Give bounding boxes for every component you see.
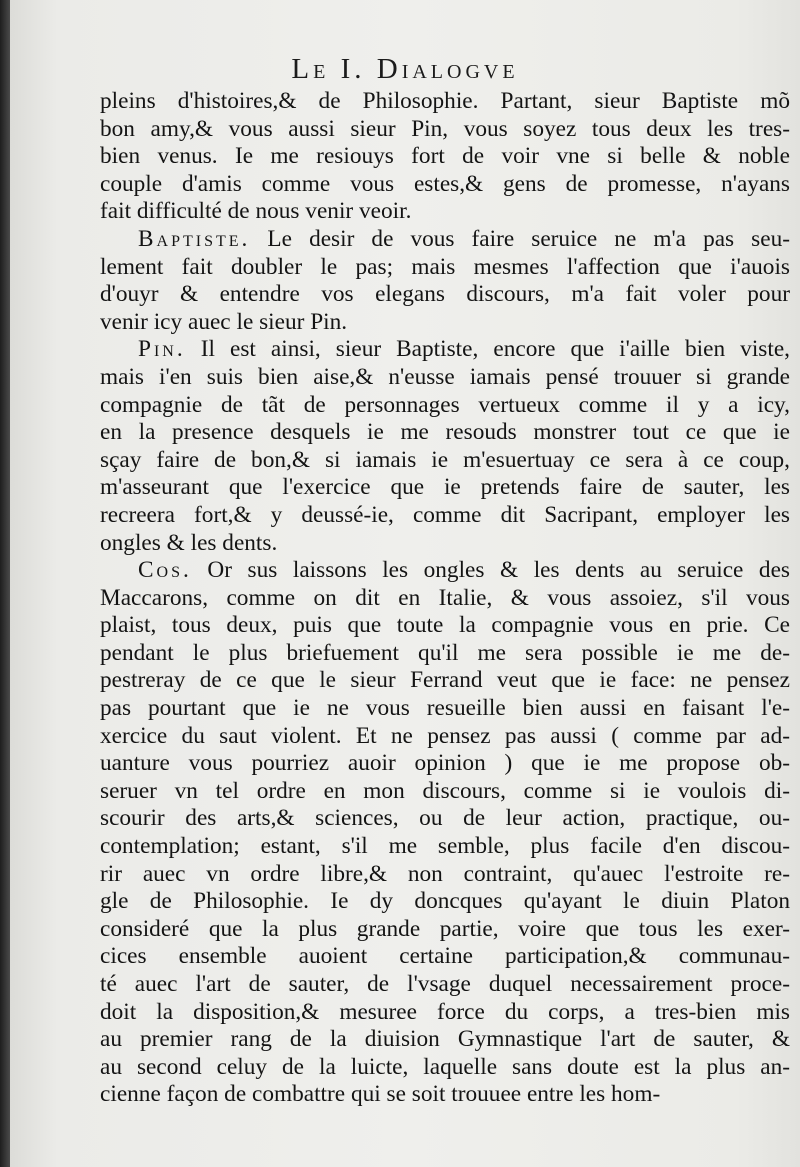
line-text: Il est ainsi, sieur Baptiste, encore que i'aille bien viste, bbox=[185, 336, 790, 363]
paragraph bbox=[100, 88, 790, 226]
line-text: fait difficulté de nous venir veoir. bbox=[100, 198, 412, 225]
text-line bbox=[100, 254, 790, 282]
text-line bbox=[100, 198, 790, 226]
text-line bbox=[100, 530, 790, 558]
line-text: recreera fort,& y deussé-ie, comme dit Sacripant, employer les bbox=[100, 501, 790, 528]
line-text: pendant le plus briefuement qu'il me sera possible ie me de- bbox=[100, 639, 790, 666]
text-line bbox=[100, 281, 790, 309]
speaker-name: Cos. bbox=[138, 557, 192, 584]
text-line bbox=[100, 88, 790, 116]
text-line bbox=[100, 723, 790, 751]
line-text: cices ensemble auoient certaine participation,& communau- bbox=[100, 943, 790, 970]
line-text: mais i'en suis bien aise,& n'eusse iamais pensé trouuer si grande bbox=[100, 363, 790, 390]
line-text: couple d'amis comme vous estes,& gens de promesse, n'ayans bbox=[100, 170, 790, 197]
line-text: Or sus laissons les ongles & les dents au seruice des bbox=[191, 557, 790, 584]
line-text: pas pourtant que ie ne vous resueille bien aussi en faisant l'e- bbox=[100, 695, 790, 722]
text-line bbox=[100, 502, 790, 530]
text-line bbox=[100, 474, 790, 502]
text-line bbox=[100, 999, 790, 1027]
text-line bbox=[100, 1054, 790, 1082]
line-text: Le desir de vous faire seruice ne m'a pas seu- bbox=[250, 225, 790, 252]
line-text: doit la disposition,& mesuree force du corps, a tres-bien mis bbox=[100, 998, 790, 1025]
text-line bbox=[100, 805, 790, 833]
text-line bbox=[100, 778, 790, 806]
line-text: té auec l'art de sauter, de l'vsage duquel necessairement proce- bbox=[100, 971, 790, 997]
line-text: ongles & les dents. bbox=[100, 529, 278, 556]
line-text: lement fait doubler le pas; mais mesmes l'affection que i'auois bbox=[100, 253, 790, 280]
line-text: cienne façon de combattre qui se soit trouuee entre les hom- bbox=[100, 1081, 661, 1108]
line-text: bien venus. Ie me resiouys fort de voir vne si belle & noble bbox=[100, 143, 790, 170]
line-text: au premier rang de la diuision Gymnastique l'art de sauter, & bbox=[100, 1026, 790, 1053]
paragraph bbox=[100, 557, 790, 1109]
line-text: scourir des arts,& sciences, ou de leur action, practique, ou- bbox=[100, 805, 790, 832]
text-block bbox=[100, 88, 790, 1109]
text-line bbox=[100, 667, 790, 695]
line-text: m'asseurant que l'exercice que ie pretends faire de sauter, les bbox=[100, 474, 790, 501]
text-line bbox=[100, 171, 790, 199]
line-text: compagnie de tãt de personnages vertueux comme il y a icy, bbox=[100, 391, 790, 418]
text-line bbox=[100, 612, 790, 640]
text-line bbox=[100, 750, 790, 778]
text-line bbox=[100, 447, 790, 475]
line-text: au second celuy de la luicte, laquelle sans doute est la plus an- bbox=[100, 1053, 790, 1080]
line-text: en la presence desquels ie me resouds monstrer tout ce que ie bbox=[100, 419, 790, 446]
text-line bbox=[100, 943, 790, 971]
text-line bbox=[100, 971, 790, 999]
text-line bbox=[100, 833, 790, 861]
line-text: pleins d'histoires,& de Philosophie. Partant, sieur Baptiste mõ bbox=[100, 88, 790, 114]
line-text: sçay faire de bon,& si iamais ie m'esuertuay ce sera à ce coup, bbox=[100, 446, 790, 473]
text-line bbox=[100, 1026, 790, 1054]
text-line bbox=[100, 888, 790, 916]
line-text: uanture vous pourriez auoir opinion ) que ie me propose ob- bbox=[100, 750, 790, 777]
text-line bbox=[100, 1081, 790, 1109]
text-line bbox=[100, 309, 790, 337]
line-text: bon amy,& vous aussi sieur Pin, vous soyez tous deux les tres- bbox=[100, 115, 790, 142]
speaker-name: Pin. bbox=[138, 336, 186, 363]
text-line bbox=[100, 392, 790, 420]
text-line bbox=[100, 585, 790, 613]
page-binding-edge bbox=[0, 0, 10, 1167]
text-line bbox=[100, 557, 790, 585]
text-line bbox=[100, 861, 790, 889]
speaker-name: Baptiste. bbox=[138, 225, 251, 252]
text-line bbox=[100, 143, 790, 171]
running-head: Le I. Dialogve bbox=[291, 53, 519, 85]
text-line bbox=[100, 226, 790, 254]
paragraph bbox=[100, 226, 790, 336]
text-line bbox=[100, 116, 790, 144]
line-text: venir icy auec le sieur Pin. bbox=[100, 308, 348, 335]
line-text: seruer vn tel ordre en mon discours, comme si ie voulois di- bbox=[100, 777, 790, 804]
line-text: plaist, tous deux, puis que toute la compagnie vous en prie. Ce bbox=[100, 612, 790, 639]
text-line bbox=[100, 364, 790, 392]
text-line bbox=[100, 640, 790, 668]
text-line bbox=[100, 336, 790, 364]
text-line bbox=[100, 419, 790, 447]
line-text: Maccarons, comme on dit en Italie, & vous assoiez, s'il vous bbox=[100, 584, 790, 611]
text-line bbox=[100, 916, 790, 944]
line-text: consideré que la plus grande partie, voire que tous les exer- bbox=[100, 915, 790, 942]
line-text: xercice du saut violent. Et ne pensez pas aussi ( comme par ad- bbox=[100, 722, 790, 749]
line-text: pestreray de ce que le sieur Ferrand veut que ie face: ne pensez bbox=[100, 667, 790, 694]
line-text: gle de Philosophie. Ie dy doncques qu'ayant le diuin Platon bbox=[100, 888, 790, 915]
line-text: d'ouyr & entendre vos elegans discours, m'a fait voler pour bbox=[100, 281, 790, 308]
paragraph bbox=[100, 336, 790, 557]
line-text: contemplation; estant, s'il me semble, plus facile d'en discou- bbox=[100, 833, 790, 860]
text-line bbox=[100, 695, 790, 723]
book-page bbox=[10, 0, 800, 1167]
line-text: rir auec vn ordre libre,& non contraint, qu'auec l'estroite re- bbox=[100, 860, 790, 887]
